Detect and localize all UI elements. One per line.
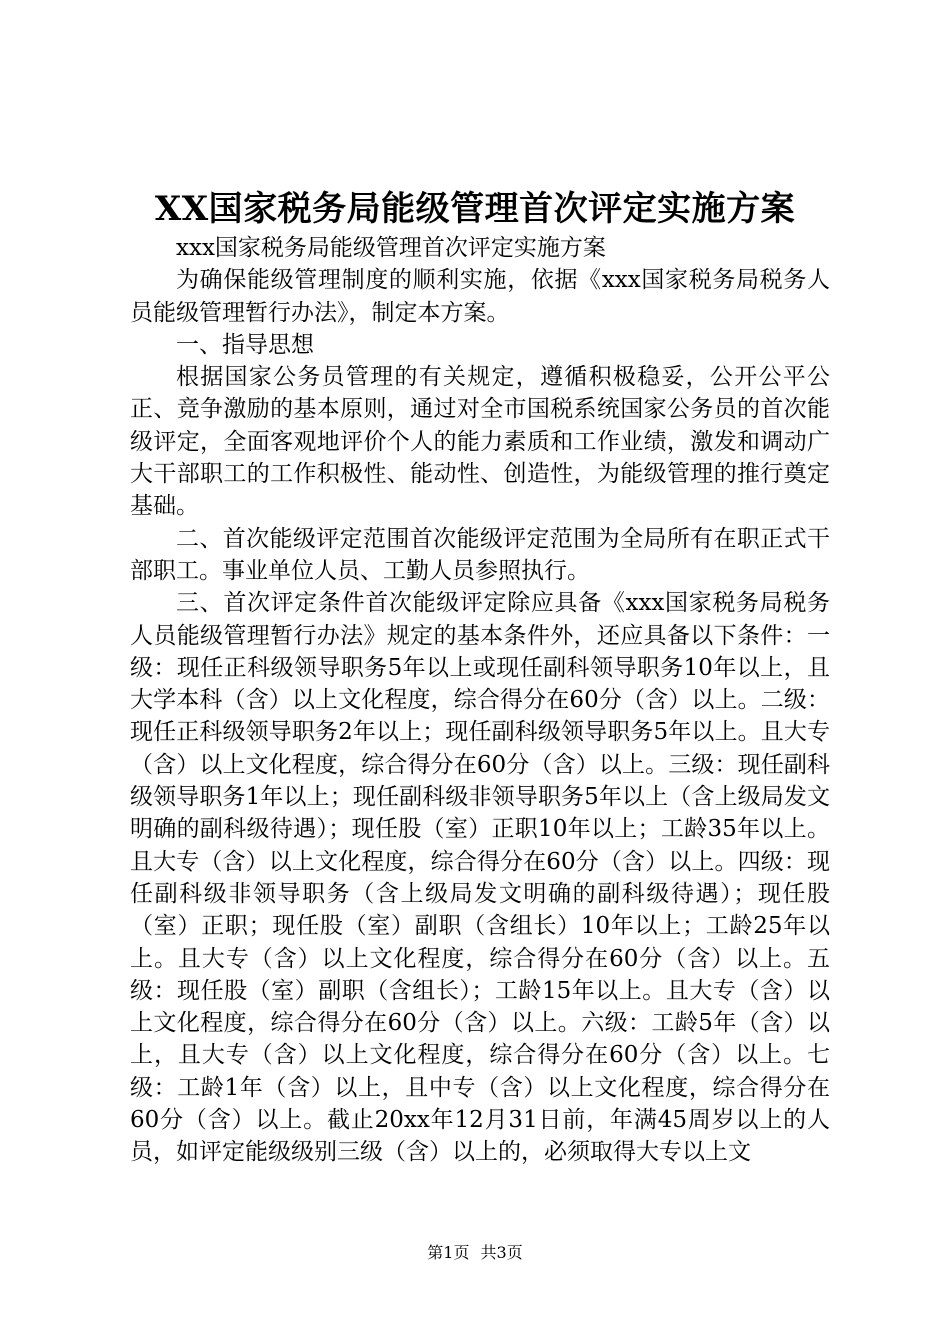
paragraph-guiding-thought: 根据国家公务员管理的有关规定，遵循积极稳妥，公开公平公正、竞争激励的基本原则，通过对全市国税系统国家公务员的首次能级评定，全面客观地评价个人的能力素质和工作业绩，激发和调动广大干部职工的工作积极性、能动性、创造性，为能级管理的推行奠定基础。 (130, 364, 830, 520)
paragraph-conditions: 三、首次评定条件首次能级评定除应具备《xxx国家税务局税务人员能级管理暂行办法》规定的基本条件外，还应具备以下条件：一级：现任正科级领导职务5年以上或现任副科领导职务10年以上，且大学本科（含）以上文化程度，综合得分在60分（含）以上。二级：现任正科级领导职务2年以上；现任副科级领导职务5年以上。且大专（含）以上文化程度，综合得分在60分（含）以上。三级：现任副科级领导职务1年以上；现任副科级非领导职务5年以上（含上级局发文明确的副科级待遇）；现任股（室）正职10年以上；工龄35年以上。且大专（含）以上文化程度，综合得分在60分（含）以上。四级：现任副科级非领导职务（含上级局发文明确的副科级待遇）；现任股（室）正职；现任股（室）副职（含组长）10年以上；工龄25年以上。且大专（含）以上文化程度，综合得分在60分（含）以上。五级：现任股（室）副职（含组长）；工龄15年以上。且大专（含）以上文化程度，综合得分在60分（含）以上。六级：工龄5年（含）以上，且大专（含）以上文化程度，综合得分在60分（含）以上。七级：工龄1年（含）以上，且中专（含）以上文化程度，综合得分在60分（含）以上。截止20xx年12月31日前，年满45周岁以上的人员，如评定能级级别三级（含）以上的，必须取得大专以上文 (130, 590, 830, 1166)
document-body (130, 232, 830, 1169)
paragraph-intro: 为确保能级管理制度的顺利实施，依据《xxx国家税务局税务人员能级管理暂行办法》，制定本方案。 (130, 267, 830, 326)
section-heading-1: 一、指导思想 (176, 331, 314, 358)
page-number: 第1页 (427, 1243, 470, 1262)
page-total: 共3页 (480, 1243, 523, 1262)
document-title: XX国家税务局能级管理首次评定实施方案 (154, 189, 796, 229)
page-footer (0, 1242, 950, 1264)
paragraph-scope: 二、首次能级评定范围首次能级评定范围为全局所有在职正式干部职工。事业单位人员、工勤人员参照执行。 (130, 525, 830, 584)
paragraph-subtitle: xxx国家税务局能级管理首次评定实施方案 (176, 235, 606, 261)
